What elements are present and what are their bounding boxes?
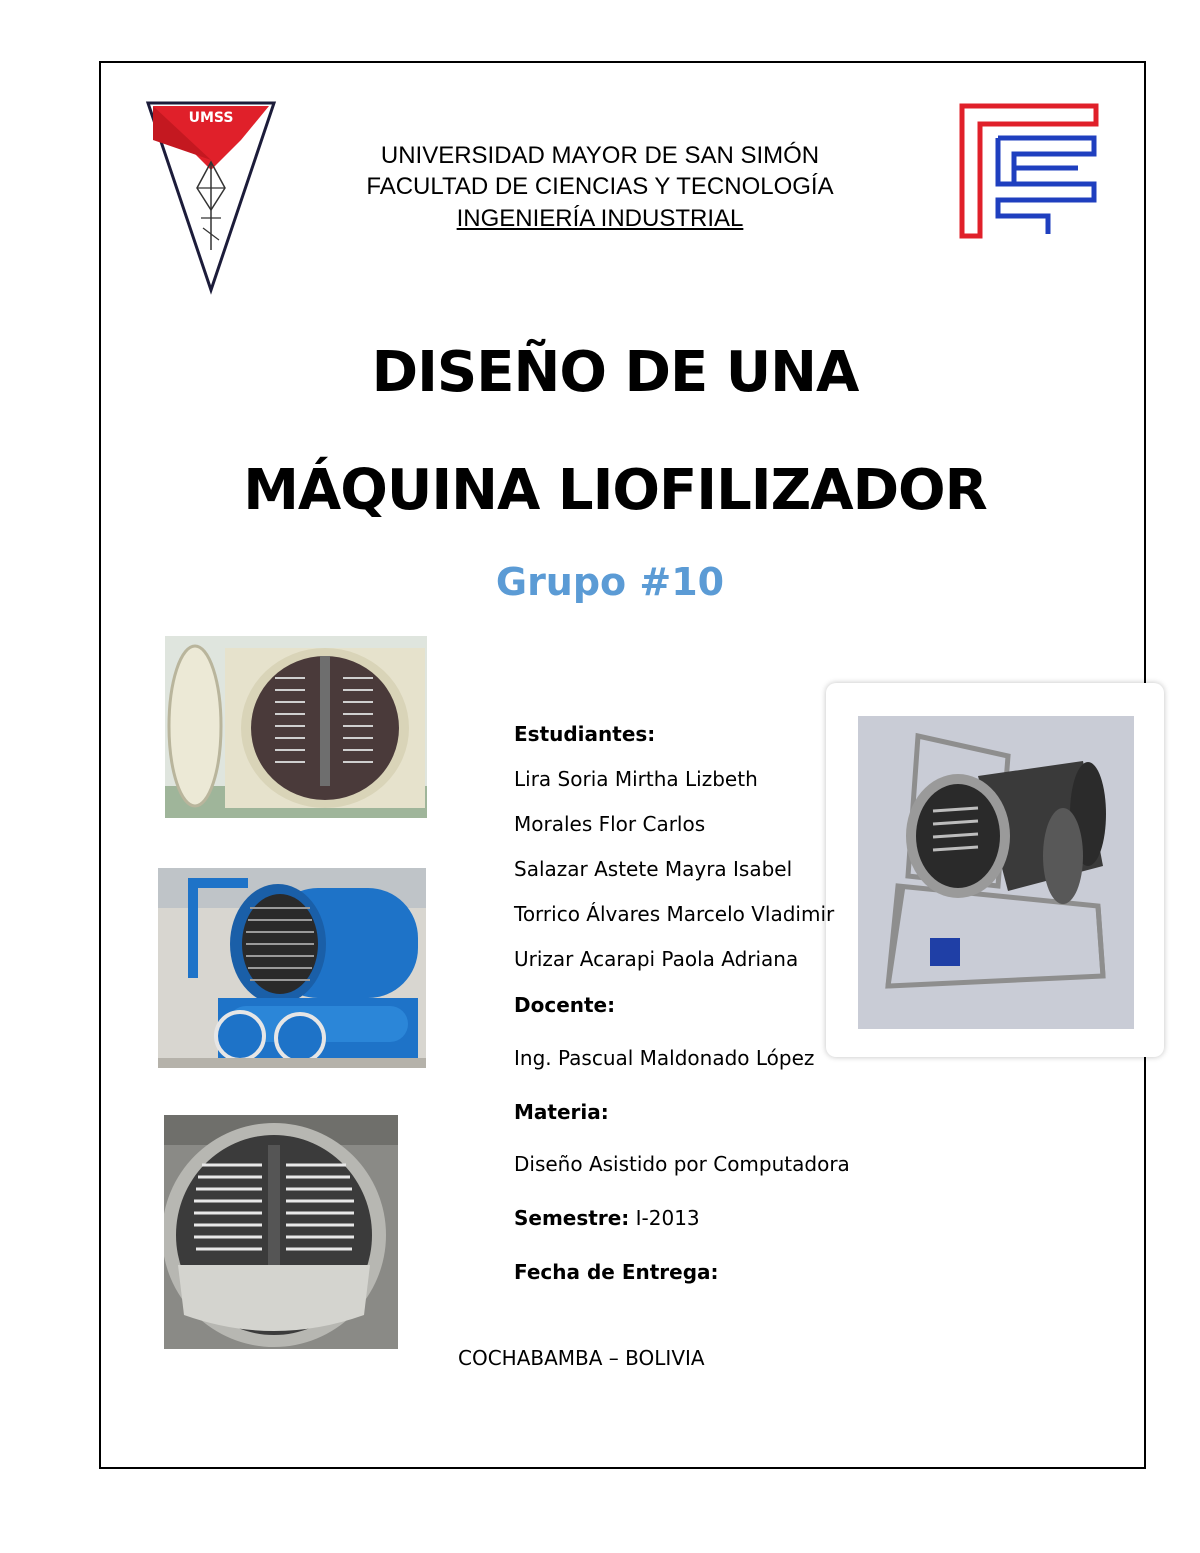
university-name: UNIVERSIDAD MAYOR DE SAN SIMÓN [380,142,820,169]
student-name: Urizar Acarapi Paola Adriana [514,947,799,971]
semester-line [514,1206,700,1230]
students-label: Estudiantes: [514,722,656,746]
title-line-1: DISEÑO DE UNA [371,340,859,405]
freeze-dryer-photo-1 [165,636,427,818]
location: COCHABAMBA – BOLIVIA [458,1346,705,1370]
cad-render-image [858,716,1134,1029]
career-name: INGENIERÍA INDUSTRIAL [456,205,744,232]
delivery-label: Fecha de Entrega: [514,1260,719,1284]
student-name: Morales Flor Carlos [514,812,706,836]
subject-name: Diseño Asistido por Computadora [514,1152,850,1176]
faculty-name: FACULTAD DE CIENCIAS Y TECNOLOGÍA [366,173,834,200]
group-label: Grupo #10 [495,560,725,604]
subject-label: Materia: [514,1100,609,1124]
student-name: Salazar Astete Mayra Isabel [514,857,793,881]
teacher-label: Docente: [514,993,616,1017]
student-name: Lira Soria Mirtha Lizbeth [514,767,758,791]
umss-logo [145,100,277,295]
semester-value: I-2013 [629,1206,700,1230]
fcyt-logo [958,102,1100,240]
teacher-name: Ing. Pascual Maldonado López [514,1046,815,1070]
semester-label: Semestre: [514,1206,630,1230]
student-name: Torrico Álvares Marcelo Vladimir [514,902,835,926]
title-line-2: MÁQUINA LIOFILIZADOR [243,458,987,523]
freeze-dryer-photo-2 [158,868,426,1068]
freeze-dryer-photo-3 [164,1115,398,1349]
umss-logo-text: UMSS [188,110,234,126]
